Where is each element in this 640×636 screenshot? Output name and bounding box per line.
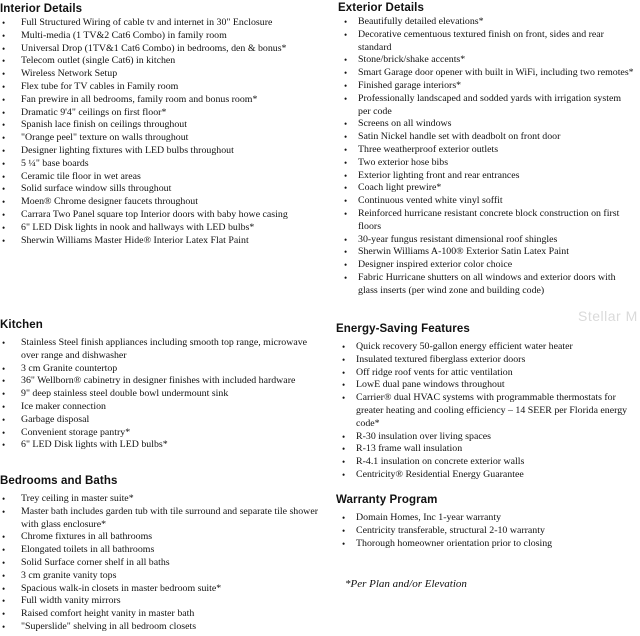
list-item — [0, 570, 318, 583]
list-item — [0, 81, 318, 94]
list-item — [336, 367, 636, 380]
list-item — [0, 439, 318, 452]
list-item-text: Insulated textured fiberglass exterior doors — [356, 353, 526, 365]
bullet-icon: • — [2, 81, 6, 92]
list-item — [336, 431, 636, 444]
list-item — [338, 259, 636, 272]
bullet-icon: • — [2, 506, 6, 517]
bullet-icon: • — [2, 440, 6, 451]
list-item — [338, 195, 636, 208]
bullet-icon: • — [344, 119, 348, 130]
bullet-icon: • — [2, 401, 6, 412]
bullet-icon: • — [344, 183, 348, 194]
list-item — [0, 209, 318, 222]
bullet-icon: • — [2, 145, 6, 156]
list-item — [0, 158, 318, 171]
bullet-icon: • — [2, 389, 6, 400]
bullet-icon: • — [344, 132, 348, 143]
list-item — [0, 506, 318, 532]
list-item-text: Chrome fixtures in all bathrooms — [21, 531, 153, 543]
list-item-text: Spacious walk-in closets in master bedroom suite* — [21, 582, 222, 594]
list-item-text: Stainless Steel finish appliances including smooth top range, microwave over range and dishwasher — [21, 337, 308, 361]
list-item — [338, 16, 636, 29]
list-item-text: Continuous vented white vinyl soffit — [358, 195, 503, 207]
bullet-icon: • — [2, 427, 6, 438]
list-item-text: Finished garage interiors* — [358, 79, 462, 91]
energy-saving-list — [336, 341, 636, 482]
bullet-icon: • — [344, 68, 348, 79]
list-item — [338, 144, 636, 157]
list-item-text: Full width vanity mirrors — [21, 595, 121, 607]
list-item — [338, 234, 636, 247]
bullet-icon: • — [2, 494, 6, 504]
list-item — [0, 427, 318, 440]
list-item-text: Garbage disposal — [21, 413, 90, 425]
exterior-details-section — [338, 0, 636, 298]
list-item — [338, 170, 636, 183]
list-item — [0, 55, 318, 68]
list-item — [0, 196, 318, 209]
list-item-text: Thorough homeowner orientation prior to closing — [356, 537, 553, 549]
bullet-icon: • — [2, 197, 6, 208]
list-item-text: Wireless Network Setup — [21, 68, 118, 80]
list-item — [0, 119, 318, 132]
bullet-icon: • — [2, 596, 6, 607]
list-item — [0, 595, 318, 608]
list-item-text: Ice maker connection — [21, 400, 106, 412]
bullet-icon: • — [342, 457, 346, 468]
list-item — [0, 544, 318, 557]
list-item — [338, 118, 636, 131]
list-item-text: Elongated toilets in all bathrooms — [21, 544, 155, 556]
list-item — [0, 363, 318, 376]
list-item-text: Trey ceiling in master suite* — [21, 493, 134, 504]
list-item-text: Designer inspired exterior color choice — [358, 259, 513, 271]
list-item — [336, 392, 636, 430]
list-item-text: Solid Surface corner shelf in all baths — [21, 556, 170, 568]
list-item — [0, 43, 318, 56]
list-item — [0, 235, 318, 248]
bullet-icon: • — [2, 570, 6, 581]
list-item-text: Carrara Two Panel square top Interior doors with baby howe casing — [21, 208, 288, 220]
list-item — [0, 94, 318, 107]
list-item — [338, 246, 636, 259]
list-item-text: 3 cm Granite countertop — [21, 362, 118, 374]
bullet-icon: • — [344, 157, 348, 168]
bullet-icon: • — [2, 43, 6, 54]
list-item-text: Smart Garage door opener with built in WiFi, including two remotes* — [358, 67, 634, 79]
bedrooms-baths-section — [0, 473, 318, 634]
list-item-text: 5 ¼" base boards — [21, 157, 89, 169]
bullet-icon: • — [342, 469, 346, 480]
list-item-text: Raised comfort height vanity in master bath — [21, 608, 195, 620]
list-item-text: Designer lighting fixtures with LED bulbs throughout — [21, 144, 234, 156]
list-item — [0, 401, 318, 414]
bullet-icon: • — [344, 29, 348, 40]
list-item — [0, 68, 318, 81]
bullet-icon: • — [2, 609, 6, 620]
bullet-icon: • — [2, 414, 6, 425]
list-item-text: Centricity transferable, structural 2-10 warranty — [356, 524, 545, 536]
list-item — [336, 379, 636, 392]
list-item-text: Solid surface window sills throughout — [21, 183, 172, 195]
list-item-text: Ceramic tile floor in wet areas — [21, 170, 141, 182]
bullet-icon: • — [344, 272, 348, 283]
bullet-icon: • — [2, 18, 6, 28]
list-item-text: Dramatic 9'4" ceilings on first floor* — [21, 106, 167, 118]
list-item-text: 9" deep stainless steel double bowl undermount sink — [21, 388, 229, 400]
list-item — [0, 183, 318, 196]
list-item — [0, 414, 318, 427]
section-heading: Kitchen — [0, 319, 43, 331]
kitchen-list — [0, 337, 318, 452]
list-item — [336, 538, 636, 551]
bullet-icon: • — [344, 196, 348, 207]
list-item-text: Sherwin Williams A-100® Exterior Satin Latex Paint — [358, 246, 569, 258]
bullet-icon: • — [2, 56, 6, 67]
list-item-text: R-13 frame wall insulation — [356, 443, 463, 455]
list-item — [0, 621, 318, 634]
bullet-icon: • — [342, 444, 346, 455]
bullet-icon: • — [342, 393, 346, 404]
kitchen-section — [0, 317, 318, 452]
list-item-text: Three weatherproof exterior outlets — [358, 143, 499, 155]
bullet-icon: • — [2, 69, 6, 80]
list-item-text: Sherwin Williams Master Hide® Interior Latex Flat Paint — [21, 234, 249, 246]
bullet-icon: • — [2, 120, 6, 131]
list-item-text: LowE dual pane windows throughout — [356, 379, 505, 391]
list-item-text: Decorative cementuous textured finish on front, sides and rear standard — [358, 28, 604, 53]
bullet-icon: • — [2, 532, 6, 543]
list-item — [338, 272, 636, 298]
bullet-icon: • — [344, 144, 348, 155]
bullet-icon: • — [2, 133, 6, 144]
bullet-icon: • — [2, 158, 6, 169]
list-item — [336, 469, 636, 482]
list-item — [0, 388, 318, 401]
list-item — [0, 583, 318, 596]
list-item — [0, 145, 318, 158]
bullet-icon: • — [2, 621, 6, 632]
bullet-icon: • — [344, 170, 348, 181]
list-item-text: Two exterior hose bibs — [358, 156, 449, 168]
list-item — [0, 107, 318, 120]
list-item-text: Reinforced hurricane resistant concrete block construction on first floors — [358, 207, 620, 232]
list-item — [338, 131, 636, 144]
bullet-icon: • — [2, 363, 6, 374]
bullet-icon: • — [342, 513, 346, 523]
list-item — [0, 557, 318, 570]
list-item — [0, 608, 318, 621]
bullet-icon: • — [2, 557, 6, 568]
list-item-text: Quick recovery 50-gallon energy efficient water heater — [356, 341, 573, 352]
list-item-text: Multi-media (1 TV&2 Cat6 Combo) in family room — [21, 29, 227, 41]
list-item-text: Screens on all windows — [358, 118, 452, 130]
bullet-icon: • — [2, 209, 6, 220]
interior-details-list — [0, 17, 318, 247]
list-item — [336, 341, 636, 354]
list-item — [336, 525, 636, 538]
bullet-icon: • — [342, 525, 346, 536]
list-item — [0, 30, 318, 43]
bedrooms-baths-list — [0, 493, 318, 634]
list-item-text: Centricity® Residential Energy Guarantee — [356, 468, 524, 480]
bullet-icon: • — [342, 380, 346, 391]
list-item-text: Fan prewire in all bedrooms, family room and bonus room* — [21, 93, 258, 105]
list-item — [338, 54, 636, 67]
bullet-icon: • — [344, 247, 348, 258]
list-item — [336, 443, 636, 456]
list-item-text: 3 cm granite vanity tops — [21, 569, 117, 581]
list-item-text: Spanish lace finish on ceilings throughout — [21, 119, 187, 131]
bullet-icon: • — [2, 30, 6, 41]
list-item-text: Moen® Chrome designer faucets throughout — [21, 196, 198, 208]
bullet-icon: • — [2, 583, 6, 594]
bullet-icon: • — [342, 431, 346, 442]
warranty-section — [336, 492, 636, 550]
list-item — [0, 337, 318, 363]
bullet-icon: • — [342, 538, 346, 549]
list-item-text: Universal Drop (1TV&1 Cat6 Combo) in bedrooms, den & bonus* — [21, 42, 287, 54]
list-item-text: Telecom outlet (single Cat6) in kitchen — [21, 55, 176, 67]
list-item — [0, 132, 318, 145]
list-item-text: "Superslide" shelving in all bedroom closets — [21, 620, 197, 632]
bullet-icon: • — [2, 545, 6, 556]
list-item-text: Stone/brick/shake accents* — [358, 54, 466, 66]
list-item-text: R-4.1 insulation on concrete exterior walls — [356, 456, 525, 468]
list-item-text: 6" LED Disk lights with LED bulbs* — [21, 439, 168, 451]
list-item — [0, 171, 318, 184]
list-item — [338, 157, 636, 170]
bullet-icon: • — [2, 338, 6, 348]
section-heading: Interior Details — [0, 3, 83, 15]
bullet-icon: • — [2, 94, 6, 105]
watermark: Stellar M — [578, 308, 638, 324]
bullet-icon: • — [342, 354, 346, 365]
list-item-text: Flex tube for TV cables in Family room — [21, 80, 179, 92]
list-item-text: 30-year fungus resistant dimensional roof shingles — [358, 233, 558, 245]
list-item — [0, 17, 318, 30]
list-item — [0, 222, 318, 235]
bullet-icon: • — [344, 234, 348, 245]
bullet-icon: • — [344, 55, 348, 66]
bullet-icon: • — [342, 367, 346, 378]
list-item-text: Domain Homes, Inc 1-year warranty — [356, 512, 502, 523]
footnote: *Per Plan and/or Elevation — [345, 578, 467, 590]
list-item-text: Satin Nickel handle set with deadbolt on front door — [358, 131, 561, 143]
bullet-icon: • — [344, 93, 348, 104]
section-heading: Exterior Details — [338, 2, 424, 14]
list-item — [0, 531, 318, 544]
list-item-text: 36" Wellborn® cabinetry in designer finishes with included hardware — [21, 375, 296, 387]
bullet-icon: • — [344, 17, 348, 27]
list-item — [336, 354, 636, 367]
list-item — [338, 182, 636, 195]
list-item-text: Convenient storage pantry* — [21, 426, 131, 438]
bullet-icon: • — [2, 376, 6, 387]
section-heading: Energy-Saving Features — [336, 323, 470, 335]
interior-details-section — [0, 1, 318, 247]
bullet-icon: • — [342, 342, 346, 352]
list-item — [338, 208, 636, 234]
warranty-list — [336, 512, 636, 550]
list-item-text: "Orange peel" texture on walls throughout — [21, 132, 189, 144]
bullet-icon: • — [344, 260, 348, 271]
list-item — [336, 456, 636, 469]
section-heading: Warranty Program — [336, 494, 438, 506]
energy-saving-section — [336, 321, 636, 482]
list-item-text: Coach light prewire* — [358, 182, 442, 194]
section-heading: Bedrooms and Baths — [0, 475, 118, 487]
list-item-text: Full Structured Wiring of cable tv and internet in 30" Enclosure — [21, 17, 273, 28]
bullet-icon: • — [344, 80, 348, 91]
list-item-text: 6" LED Disk lights in nook and hallways with LED bulbs* — [21, 221, 255, 233]
list-item — [0, 375, 318, 388]
list-item-text: Fabric Hurricane shutters on all windows and exterior doors with glass inserts (per wind zone and building code) — [358, 271, 616, 296]
list-item — [338, 80, 636, 93]
bullet-icon: • — [344, 208, 348, 219]
list-item-text: Carrier® dual HVAC systems with programmable thermostats for greater heating and cooling efficiency – 14 SEER per Florida energy code* — [356, 392, 628, 429]
list-item — [0, 493, 318, 506]
list-item-text: R-30 insulation over living spaces — [356, 430, 491, 442]
list-item-text: Exterior lighting front and rear entrances — [358, 169, 520, 181]
list-item-text: Off ridge roof vents for attic ventilation — [356, 366, 513, 378]
exterior-details-list — [338, 16, 636, 298]
bullet-icon: • — [2, 171, 6, 182]
bullet-icon: • — [2, 222, 6, 233]
list-item-text: Master bath includes garden tub with tile surround and separate tile shower with glass enclosure* — [21, 505, 318, 530]
list-item — [338, 67, 636, 80]
list-item-text: Professionally landscaped and sodded yards with irrigation system per code — [358, 92, 622, 117]
list-item — [338, 93, 636, 119]
list-item-text: Beautifully detailed elevations* — [358, 16, 484, 27]
bullet-icon: • — [2, 235, 6, 246]
list-item — [336, 512, 636, 525]
bullet-icon: • — [2, 184, 6, 195]
list-item — [338, 29, 636, 55]
bullet-icon: • — [2, 107, 6, 118]
